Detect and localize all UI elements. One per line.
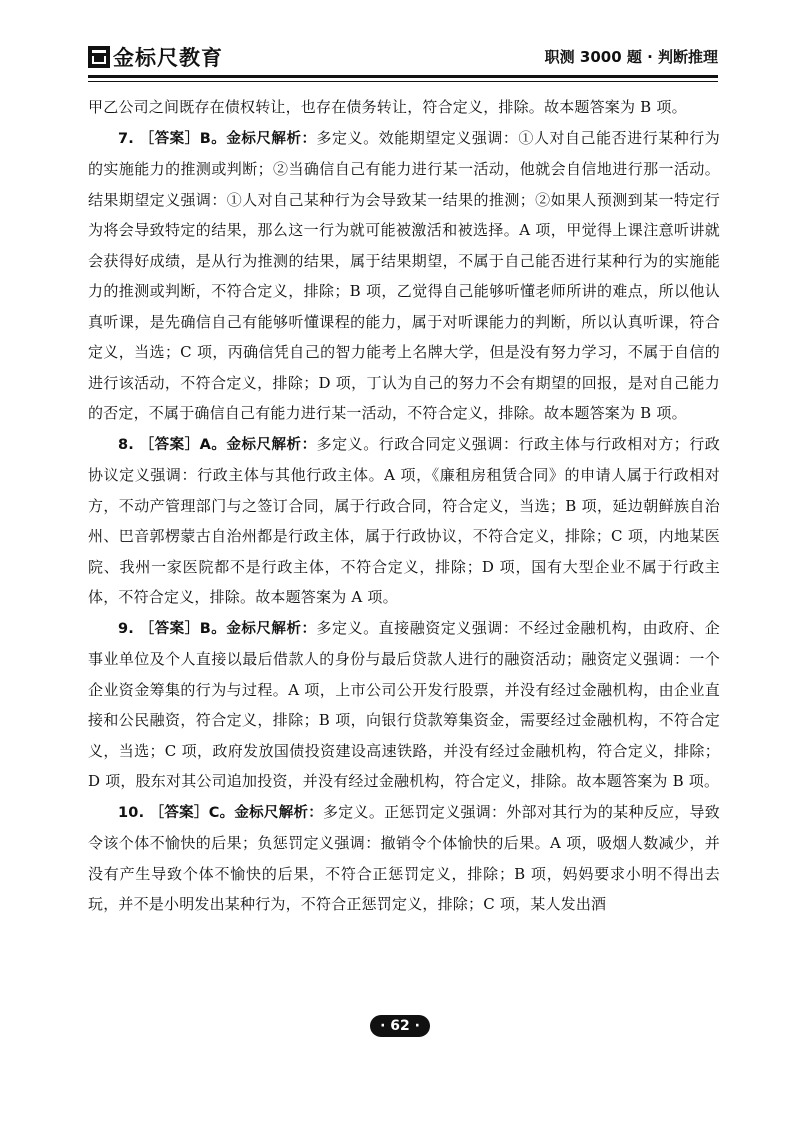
paragraph-text: 多定义。正惩罚定义强调：外部对其行为的某种反应，导致令该个体不愉快的后果；负惩罚定义强调：撤销令个体愉快的后果。A 项，吸烟人数减少，并没有产生导致个体不愉快的后果，不符合正惩罚定义，排除；B 项，妈妈要求小明不得出去玩，并不是小明发出某种行为，不符合正惩罚定义，排除；C 项，某人发出酒 [88,802,721,913]
header-rule [88,75,718,78]
answer-7 [88,123,720,429]
paragraph-text: 多定义。直接融资定义强调：不经过金融机构，由政府、企事业单位及个人直接以最后借款人的身份与最后贷款人进行的融资活动；融资定义强调：一个企业资金筹集的行为与过程。A 项，上市公司公开发行股票，并没有经过金融机构，由企业直接和公民融资，符合定义，排除；B 项，向银行贷款筹集资金，需要经过金融机构，不符合定义，当选；C 项，政府发放国债投资建设高速铁路，并没有经过金融机构，符合定义，排除；D 项，股东对其公司追加投资，并没有经过金融机构，符合定义，排除。故本题答案为 B 项。 [88,618,721,790]
paragraph-text: 多定义。行政合同定义强调：行政主体与行政相对方；行政协议定义强调：行政主体与其他行政主体。A 项，《廉租房租赁合同》的申请人属于行政相对方，不动产管理部门与之签订合同，属于行政合同，符合定义，当选；B 项，延边朝鲜族自治州、巴音郭楞蒙古自治州都是行政主体，属于行政协议，不符合定义，排除；C 项，内地某医院、我州一家医院都不是行政主体，不符合定义，排除；D 项，国有大型企业不属于行政主体，不符合定义，排除。故本题答案为 A 项。 [88,434,720,606]
book-title: 职测 3000 题 · 判断推理 [544,48,718,66]
answer-9 [88,613,720,797]
answer-label: 9. ［答案］B。金标尺解析： [118,620,317,637]
answer-8 [88,429,720,613]
paragraph-text: 甲乙公司之间既存在债权转让，也存在债务转让，符合定义，排除。故本题答案为 B 项。 [88,98,687,116]
page-footer [0,1015,800,1037]
answer-10 [88,797,720,920]
page-header [88,38,718,74]
page-number: · 62 · [370,1015,430,1037]
publisher-logo [88,42,223,72]
paragraph-text: 多定义。效能期望定义强调：①人对自己能否进行某种行为的实施能力的推测或判断；②当确信自己有能力进行某一活动，他就会自信地进行那一活动。结果期望定义强调：①人对自己某种行为会导致某一结果的推测；②如果人预测到某一特定行为将会导致特定的结果，那么这一行为就可能被激活和被选择。A 项，甲觉得上课注意听讲就会获得好成绩，是从行为推测的结果，属于结果期望，不属于自己能否进行某种行为的实施能力的推测或判断，不符合定义，排除；B 项，乙觉得自己能够听懂老师所讲的难点，所以他认真听课，是先确信自己有能够听懂课程的能力，属于对听课能力的判断，所以认真听课，符合定义，当选；C 项，丙确信凭自己的智力能考上名牌大学，但是没有努力学习，不属于自信的进行该活动，不符合定义，排除；D 项，丁认为自己的努力不会有期望的回报，是对自己能力的否定，不属于确信自己有能力进行某一活动，不符合定义，排除。故本题答案为 B 项。 [88,128,721,422]
logo-icon [88,46,110,68]
answer-label: 10. ［答案］C。金标尺解析： [118,804,324,821]
page-body [88,92,720,920]
answer-label: 8. ［答案］A。金标尺解析： [118,436,317,453]
paragraph-continuation [88,92,720,123]
logo-text: 金标尺教育 [113,46,223,70]
answer-label: 7. ［答案］B。金标尺解析： [118,130,317,147]
